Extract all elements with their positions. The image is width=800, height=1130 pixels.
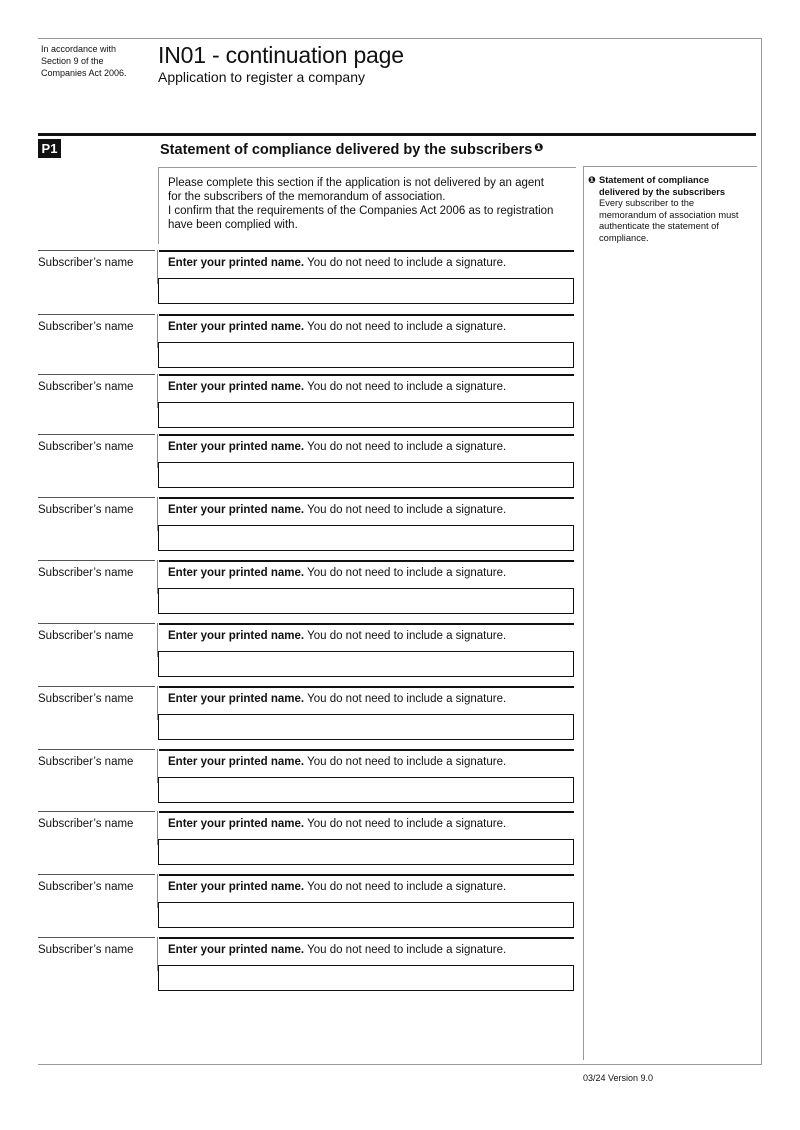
row-rule — [159, 314, 574, 316]
instruction-rest: You do not need to include a signature. — [304, 504, 507, 516]
subscriber-name-field[interactable] — [158, 588, 574, 614]
subscriber-name-field[interactable] — [158, 525, 574, 551]
section-badge: P1 — [38, 139, 61, 158]
subscriber-name-label: Subscriber’s name — [38, 441, 134, 453]
note-marker-icon: ❶ — [588, 175, 596, 185]
row-rule — [38, 686, 155, 687]
instruction-bold: Enter your printed name. — [168, 818, 305, 830]
subscriber-name-label: Subscriber’s name — [38, 567, 134, 579]
subscriber-name-instruction — [168, 817, 506, 831]
subscriber-name-field[interactable] — [158, 651, 574, 677]
row-rule — [159, 937, 574, 939]
instruction-rest: You do not need to include a signature. — [304, 944, 507, 956]
intro-box — [158, 167, 576, 244]
subscriber-row — [38, 937, 574, 1007]
row-rule — [159, 749, 574, 751]
instruction-rest: You do not need to include a signature. — [304, 567, 507, 579]
subscriber-name-instruction — [168, 256, 506, 270]
intro-line: Please complete this section if the application is not delivered by an agent — [168, 177, 544, 189]
subscriber-name-instruction — [168, 629, 506, 643]
subscriber-name-label: Subscriber’s name — [38, 321, 134, 333]
row-rule — [38, 497, 155, 498]
subscriber-name-field[interactable] — [158, 462, 574, 488]
row-rule — [38, 811, 155, 812]
subscriber-row — [38, 434, 574, 504]
subscriber-row — [38, 560, 574, 630]
subscriber-name-field[interactable] — [158, 902, 574, 928]
instruction-bold: Enter your printed name. — [168, 257, 305, 269]
row-rule — [159, 811, 574, 813]
subscriber-name-label: Subscriber’s name — [38, 693, 134, 705]
instruction-bold: Enter your printed name. — [168, 630, 305, 642]
frame-right-rule — [761, 38, 762, 1065]
row-rule — [159, 374, 574, 376]
subscriber-name-instruction — [168, 503, 506, 517]
intro-line: have been complied with. — [168, 219, 298, 231]
row-rule — [38, 314, 155, 315]
instruction-bold: Enter your printed name. — [168, 441, 305, 453]
row-rule — [38, 560, 155, 561]
section-heading — [160, 141, 544, 159]
subscriber-name-label: Subscriber’s name — [38, 756, 134, 768]
row-rule — [159, 560, 574, 562]
subscriber-name-field[interactable] — [158, 714, 574, 740]
subscriber-name-field[interactable] — [158, 278, 574, 304]
subscriber-row — [38, 874, 574, 944]
intro-line: for the subscribers of the memorandum of association. — [168, 191, 446, 203]
subscriber-name-label: Subscriber’s name — [38, 381, 134, 393]
row-rule — [159, 686, 574, 688]
instruction-bold: Enter your printed name. — [168, 321, 305, 333]
subscriber-name-field[interactable] — [158, 402, 574, 428]
subscriber-name-instruction — [168, 320, 506, 334]
instruction-rest: You do not need to include a signature. — [304, 881, 507, 893]
row-rule — [38, 874, 155, 875]
subscriber-name-instruction — [168, 880, 506, 894]
subscriber-name-label: Subscriber’s name — [38, 630, 134, 642]
instruction-rest: You do not need to include a signature. — [304, 756, 507, 768]
form-subtitle: Application to register a company — [158, 69, 365, 85]
row-rule — [38, 937, 155, 938]
subscriber-name-label: Subscriber’s name — [38, 257, 134, 269]
instruction-rest: You do not need to include a signature. — [304, 630, 507, 642]
subscriber-row — [38, 749, 574, 819]
row-rule — [38, 434, 155, 435]
instruction-bold: Enter your printed name. — [168, 567, 305, 579]
side-note-body-line: compliance. — [599, 232, 649, 243]
subscriber-name-label: Subscriber’s name — [38, 881, 134, 893]
row-rule — [159, 434, 574, 436]
subscriber-row — [38, 497, 574, 567]
section-rule — [38, 133, 756, 136]
instruction-rest: You do not need to include a signature. — [304, 257, 507, 269]
side-note-body-line: Every subscriber to the — [599, 198, 695, 209]
subscriber-name-label: Subscriber’s name — [38, 504, 134, 516]
subscriber-row — [38, 811, 574, 881]
side-notes-column — [583, 166, 757, 1060]
subscriber-name-field[interactable] — [158, 839, 574, 865]
subscriber-name-field[interactable] — [158, 342, 574, 368]
section-heading-text: Statement of compliance delivered by the subscribers — [160, 142, 533, 158]
footer-version: 03/24 Version 9.0 — [583, 1073, 654, 1083]
row-rule — [38, 250, 155, 251]
subscriber-name-instruction — [168, 566, 506, 580]
side-note-title — [588, 175, 754, 187]
legal-line: In accordance with — [41, 44, 117, 54]
row-rule — [159, 250, 574, 252]
side-note-body-line: memorandum of association must — [599, 209, 739, 220]
subscriber-row — [38, 623, 574, 693]
subscriber-name-field[interactable] — [158, 965, 574, 991]
subscriber-name-instruction — [168, 380, 506, 394]
legal-line: Section 9 of the — [41, 56, 104, 66]
row-rule — [38, 374, 155, 375]
row-rule — [159, 497, 574, 499]
row-rule — [38, 623, 155, 624]
subscriber-name-instruction — [168, 692, 506, 706]
side-note-body-line: authenticate the statement of — [599, 221, 719, 232]
instruction-bold: Enter your printed name. — [168, 756, 305, 768]
side-note-title-line: delivered by the subscribers — [599, 186, 726, 197]
side-note — [588, 175, 754, 245]
legal-line: Companies Act 2006. — [41, 68, 127, 78]
instruction-rest: You do not need to include a signature. — [304, 321, 507, 333]
frame-bottom-rule — [38, 1064, 762, 1065]
subscriber-row — [38, 250, 574, 320]
row-rule — [38, 749, 155, 750]
subscriber-name-instruction — [168, 943, 506, 957]
subscriber-row — [38, 686, 574, 756]
subscriber-name-instruction — [168, 755, 506, 769]
row-rule — [159, 623, 574, 625]
frame-top-rule — [38, 38, 762, 39]
instruction-rest: You do not need to include a signature. — [304, 381, 507, 393]
subscriber-name-label: Subscriber’s name — [38, 818, 134, 830]
instruction-bold: Enter your printed name. — [168, 381, 305, 393]
instruction-rest: You do not need to include a signature. — [304, 818, 507, 830]
instruction-bold: Enter your printed name. — [168, 504, 305, 516]
side-note-title-line: Statement of compliance — [599, 175, 710, 185]
intro-line: I confirm that the requirements of the Companies Act 2006 as to registration — [168, 205, 554, 217]
note-marker-icon: ❶ — [534, 142, 544, 154]
subscriber-name-instruction — [168, 440, 506, 454]
instruction-bold: Enter your printed name. — [168, 881, 305, 893]
subscriber-name-label: Subscriber’s name — [38, 944, 134, 956]
instruction-bold: Enter your printed name. — [168, 693, 305, 705]
instruction-rest: You do not need to include a signature. — [304, 693, 507, 705]
instruction-bold: Enter your printed name. — [168, 944, 305, 956]
instruction-rest: You do not need to include a signature. — [304, 441, 507, 453]
legal-reference — [41, 43, 141, 79]
form-title: IN01 - continuation page — [158, 42, 404, 68]
row-rule — [159, 874, 574, 876]
subscriber-name-field[interactable] — [158, 777, 574, 803]
